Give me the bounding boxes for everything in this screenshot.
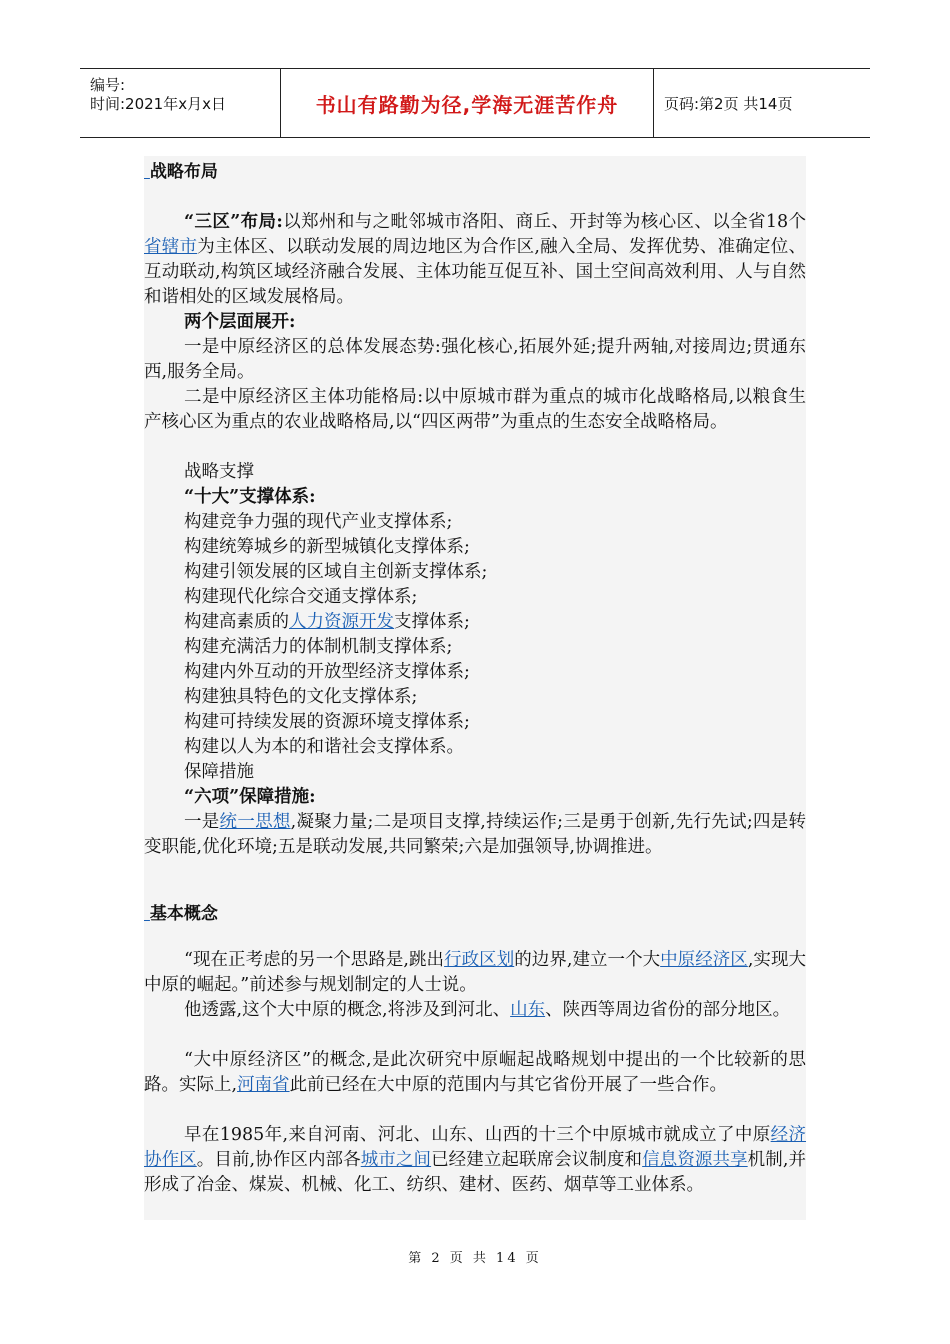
header-page-cell [654, 69, 870, 137]
link-human-resources[interactable]: 人力资源开发 [289, 612, 394, 632]
text-run: 已经建立起联席会议制度和 [431, 1150, 643, 1170]
paragraph-concept-1 [144, 948, 806, 998]
link-between-cities[interactable]: 城市之间 [360, 1150, 432, 1170]
text-run: 早在1985年,来自河南、河北、山东、山西的十三个中原城市就成立了中原 [184, 1125, 771, 1145]
paragraph-safeguards: 保障措施 [184, 762, 254, 782]
heading-text: 战略布局 [149, 162, 218, 182]
header-meta-cell [80, 69, 281, 137]
text-run: “现在正考虑的另一个思路是,跳出 [184, 950, 445, 970]
text-run: 以郑州和与之毗邻城市洛阳、商丘、开封等为核心区、以全省18个 [282, 212, 806, 232]
text-run: 为主体区、以联动发展的周边地区为合作区,融入全局、发挥优势、准确定位、互动联动,构筑区域经济融合发展、主体功能互促互补、国土空间高效利用、人与自然和谐相处的区域发展格局。 [144, 237, 807, 307]
list-item: 构建以人为本的和谐社会支撑体系。 [184, 737, 464, 757]
list-item: 构建引领发展的区域自主创新支撑体系; [184, 562, 488, 582]
text-run: 的边界,建立一个大 [514, 950, 661, 970]
text-run: 一是 [184, 812, 220, 832]
page-footer: 第 2 页 共 14 页 [408, 1251, 542, 1266]
text-run: 、陕西等周边省份的部分地区。 [545, 1000, 791, 1020]
paragraph-level-one: 一是中原经济区的总体发展态势:强化核心,拓展外延;提升两轴,对接周边;贯通东西,服务全局。 [144, 337, 806, 382]
paragraph-level-two: 二是中原经济区主体功能格局:以中原城市群为重点的城市化战略格局,以粮食生产核心区为重点的农业战略格局,以“四区两带”为重点的生态安全战略格局。 [144, 387, 806, 432]
text-run: “大中原经济区”的概念,是此次研究中原崛起战略规划中提出的一个比较新的思路。实际上, [144, 1050, 806, 1095]
heading-text: 基本概念 [149, 904, 218, 924]
link-central-plains-zone[interactable]: 中原经济区 [660, 950, 748, 970]
paragraph-two-levels: 两个层面展开: [184, 312, 296, 332]
text-run: 构建高素质的 [184, 612, 289, 632]
paragraph-measures-detail [144, 810, 806, 860]
text-run: 支撑体系; [394, 612, 470, 632]
section-heading-concept [144, 902, 806, 927]
text-run: 机制,并形成了冶金、煤炭、机械、化工、纺织、建材、医药、烟草等工业体系。 [144, 1150, 806, 1195]
text-run: ,实现大中原的崛起。”前述参与规划制定的人士说。 [144, 950, 806, 995]
list-item: 构建内外互动的开放型经济支撑体系; [184, 662, 470, 682]
text-run: 此前已经在大中原的范围内与其它省份开展了一些合作。 [289, 1075, 728, 1095]
link-shandong[interactable]: 山东 [510, 1000, 546, 1020]
text-run: 。目前,协作区内部各 [196, 1150, 361, 1170]
document-body [144, 156, 806, 1220]
list-item: 构建可持续发展的资源环境支撑体系; [184, 712, 470, 732]
page-info: 页码:第2页 共14页 [664, 94, 793, 113]
list-item: 构建竞争力强的现代产业支撑体系; [184, 512, 453, 532]
list-item: 构建充满活力的体制机制支撑体系; [184, 637, 453, 657]
doc-time-label: 时间:2021年x月x日 [90, 95, 226, 113]
paragraph-concept-3 [144, 1048, 806, 1098]
paragraph-concept-2 [144, 998, 806, 1023]
link-admin-division[interactable]: 行政区划 [444, 950, 515, 970]
page-header [80, 68, 870, 138]
list-item: 构建独具特色的文化支撑体系; [184, 687, 418, 707]
paragraph-six-measures: “六项”保障措施: [184, 787, 316, 807]
link-economic-zone[interactable]: 经济协作区 [144, 1125, 807, 1170]
list-item: 构建统筹城乡的新型城镇化支撑体系; [184, 537, 470, 557]
link-info-sharing[interactable]: 信息资源共享 [642, 1150, 748, 1170]
paragraph-three-zones [144, 210, 806, 310]
doc-number-label: 编号: [90, 76, 126, 94]
list-item [144, 610, 806, 635]
paragraph-ten-systems: “十大”支撑体系: [184, 487, 316, 507]
text-run: ,凝聚力量;二是项目支撑,持续运作;三是勇于创新,先行先试;四是转变职能,优化环境;五是联动发展,共同繁荣;六是加强领导,协调推进。 [144, 812, 807, 857]
motto-text: 书山有路勤为径,学海无涯苦作舟 [315, 92, 619, 117]
bold-lead: “三区”布局: [184, 212, 283, 232]
paragraph-concept-4 [144, 1123, 806, 1198]
link-henan-province[interactable]: 河南省 [237, 1075, 290, 1095]
list-item: 构建现代化综合交通支撑体系; [184, 587, 418, 607]
header-motto-cell [281, 69, 654, 137]
link-provincial-city[interactable]: 省辖市 [144, 237, 198, 257]
section-heading-strategy [144, 160, 806, 185]
paragraph-strategy-support: 战略支撑 [184, 462, 254, 482]
text-run: 他透露,这个大中原的概念,将涉及到河北、 [184, 1000, 511, 1020]
link-unify-thinking[interactable]: 统一思想 [219, 812, 291, 832]
